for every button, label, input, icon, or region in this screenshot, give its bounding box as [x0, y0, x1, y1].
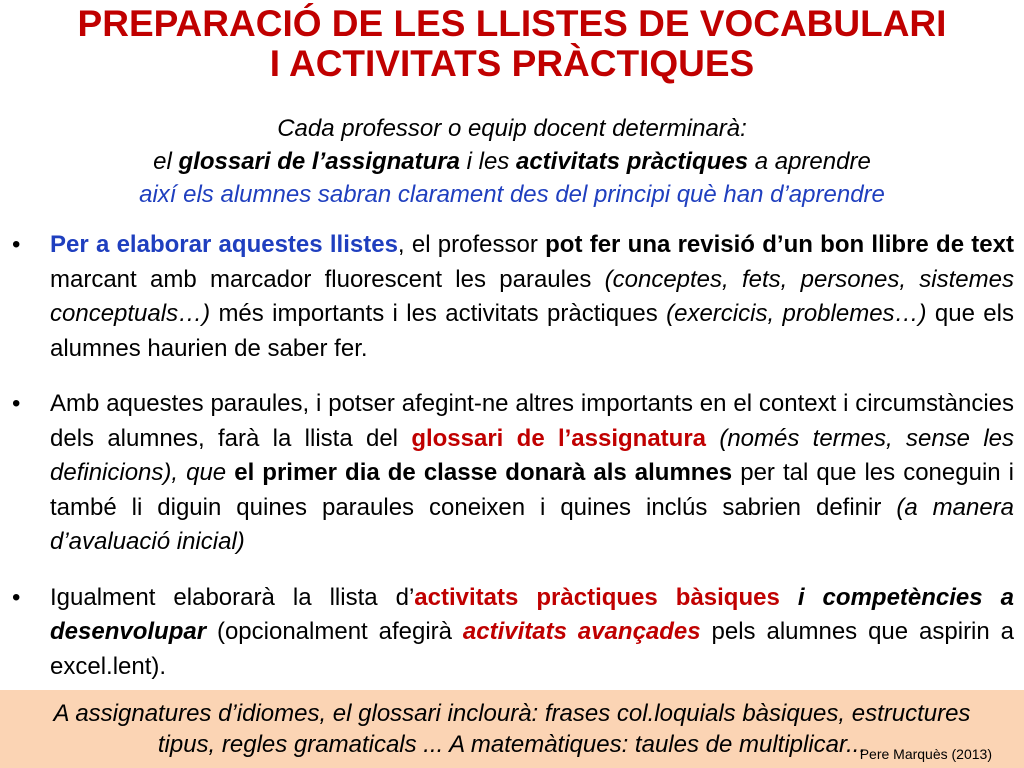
author-credit: Pere Marquès (2013)	[859, 746, 992, 762]
intro-text-el: el	[153, 148, 179, 175]
bullet3-basic-activities: activitats pràctiques bàsiques	[414, 583, 780, 611]
bullet3-competences: i competències a desenvolupar	[50, 583, 1015, 645]
slide-title	[0, 4, 1024, 84]
title-line-1: PREPARACIÓ DE LES LLISTES DE VOCABULARI	[77, 3, 947, 44]
title-line-2: I ACTIVITATS PRÀCTIQUES	[269, 43, 755, 84]
intro-line-3: així els alumnes sabran clarament des del principi què han d’aprendre	[139, 181, 885, 208]
bullet-item-review	[10, 228, 1014, 366]
note-line-2: tipus, regles gramaticals ... A matemàtiques: taules de multiplicar...	[157, 731, 867, 758]
intro-text	[0, 112, 1024, 211]
bullet2-evaluation-note: (a manera d’avaluació inicial)	[50, 493, 1015, 555]
bullet2-emphasis: el primer dia de classe donarà als alumnes	[226, 459, 733, 486]
bullet2-text-b: per tal que les coneguin i també li diguin quines paraules coneixen i quines inclús sabrien definir	[50, 459, 1015, 521]
bullet1-text-b: marcant amb marcador fluorescent les paraules	[50, 265, 605, 293]
bullet2-note: (només termes, sense les definicions), que	[50, 424, 1015, 486]
bullet-item-activities	[10, 581, 1014, 685]
bullet1-lead: Per a elaborar aquestes llistes	[50, 231, 398, 258]
bullet1-examples-exercises: (exercicis, problemes…)	[666, 300, 927, 327]
bullet3-advanced-activities: activitats avançades	[462, 618, 701, 645]
bullet3-text-b: (opcionalment afegirà	[206, 618, 463, 645]
bullet1-emphasis: pot fer una revisió d’un bon llibre de text	[545, 231, 1014, 258]
bullet-dot: •	[12, 231, 21, 258]
intro-line-1: Cada professor o equip docent determinarà:	[277, 115, 747, 142]
bullet-dot: •	[12, 390, 21, 417]
intro-glossary-term: glossari de l’assignatura	[178, 148, 460, 175]
bullet3-text-c: pels alumnes que aspirin a excel.lent).	[50, 618, 1014, 680]
note-line-1: A assignatures d’idiomes, el glossari inclourà: frases col.loquials bàsiques, estructures	[53, 700, 971, 727]
bullet3-text-a: Igualment elaborarà la llista d’	[50, 583, 415, 611]
bullet-item-glossary	[10, 387, 1014, 560]
bullet-dot: •	[12, 583, 21, 611]
intro-text-and: i les	[459, 148, 516, 175]
intro-activities-term: activitats pràctiques	[515, 148, 749, 175]
bullet1-text-d: que els alumnes haurien de saber fer.	[50, 300, 1014, 362]
bullet1-examples-words: (conceptes, fets, persones, sistemes conceptuals…)	[50, 265, 1014, 327]
bullet2-text-a: Amb aquestes paraules, i potser afegint-ne altres importants en el context i circumstàncies dels alumnes, farà la llista del	[50, 390, 1014, 452]
bullet2-glossary-term: glossari de l’assignatura	[411, 424, 707, 452]
intro-line-2	[0, 145, 1024, 178]
bullet1-text-a: , el professor	[397, 231, 546, 258]
bullet1-text-c: més importants i les activitats pràctiques	[210, 300, 667, 327]
intro-text-learn: a aprendre	[748, 148, 871, 175]
bullet-list	[10, 228, 1014, 705]
